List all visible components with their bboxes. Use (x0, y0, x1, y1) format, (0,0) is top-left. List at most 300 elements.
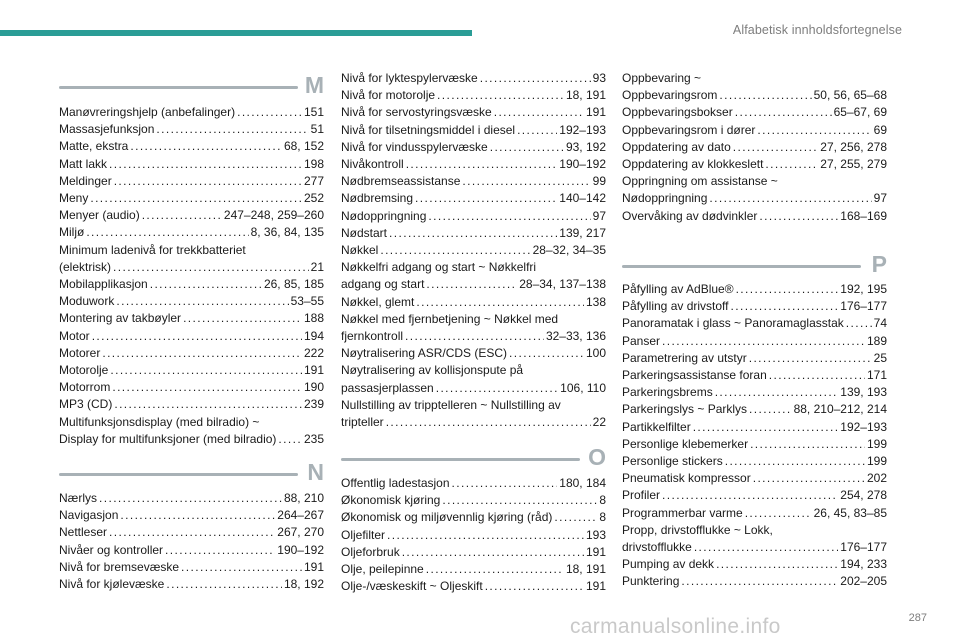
index-entry-line (59, 293, 324, 310)
dot-leader (112, 379, 302, 396)
entry-term: Oppbevaringsbokser (622, 105, 733, 120)
index-entry (59, 104, 324, 121)
entry-term: Manøvreringshjelp (anbefalinger) (59, 105, 236, 119)
index-entry-line (622, 70, 887, 87)
dot-leader (517, 122, 557, 139)
index-entry (341, 190, 606, 207)
index-entry (341, 509, 606, 526)
index-entry (59, 156, 324, 173)
index-entry (59, 328, 324, 345)
dot-leader (731, 298, 839, 315)
index-entry-line (622, 281, 887, 298)
index-entry-line (341, 544, 606, 561)
entry-term: fjernkontroll (341, 329, 404, 344)
entry-page-ref: 93 (592, 71, 606, 85)
entry-term: Påfylling av AdBlue® (622, 282, 734, 296)
index-entry (59, 345, 324, 362)
dot-leader (380, 242, 530, 259)
entry-term: Matt lakk (59, 156, 108, 171)
page-number: 287 (908, 612, 927, 624)
entry-page-ref: 252 (303, 191, 324, 206)
entry-term: Punktering (622, 574, 680, 589)
entry-term: Profiler (622, 488, 661, 503)
index-entry (341, 242, 606, 259)
index-entry (59, 542, 324, 559)
entry-term: Oljeforbruk (341, 544, 400, 559)
index-entry (341, 294, 606, 311)
index-entry (341, 544, 606, 561)
section-entries-p (622, 281, 887, 591)
entry-term: Nøkkelfri adgang og start ~ Nøkkelfri (341, 260, 537, 275)
entry-term: Oppbevaringsrom i dører (622, 122, 756, 137)
entry-page-ref: 18, 191 (565, 562, 606, 577)
index-entry-line (341, 276, 606, 293)
entry-term: Programmerbar varme (622, 505, 743, 520)
entry-page-ref: 176–177 (840, 299, 887, 314)
dot-leader (462, 173, 590, 190)
dot-leader (749, 401, 792, 418)
entry-term: Motorolje (59, 363, 109, 378)
dot-leader (156, 121, 308, 138)
entry-page-ref: 194 (303, 328, 324, 343)
dot-leader (426, 276, 517, 293)
entry-term: Nivåer og kontroller (59, 542, 164, 557)
index-entry-line (341, 259, 606, 276)
section-entries-o-cont (622, 70, 887, 225)
entry-term: Nøkkel, glemt (341, 294, 415, 309)
index-entry-line (622, 539, 887, 556)
index-entry-line (341, 104, 606, 121)
dot-leader (442, 492, 597, 509)
section-heading-p (622, 250, 887, 280)
dot-leader (183, 310, 302, 327)
entry-term: drivstofflukke (622, 540, 692, 555)
index-entry-line (59, 104, 324, 121)
entry-page-ref: 188 (303, 311, 324, 326)
entry-term: Meny (59, 191, 89, 206)
entry-page-ref: 139, 217 (559, 225, 606, 240)
dot-leader (735, 104, 832, 121)
section-entries-o (341, 475, 606, 595)
index-entry (59, 524, 324, 541)
entry-term: Montering av takbøyler (59, 311, 182, 326)
dot-leader (165, 542, 275, 559)
index-entry-line (622, 333, 887, 350)
dot-leader (715, 384, 839, 401)
index-entry-line (59, 207, 324, 224)
index-entry-line (622, 419, 887, 436)
index-entry-line (622, 190, 887, 207)
index-entry-line (341, 397, 606, 414)
index-entry (622, 139, 887, 156)
index-entry (341, 87, 606, 104)
dot-leader (92, 328, 302, 345)
index-entry (59, 224, 324, 241)
dot-leader (750, 436, 865, 453)
index-entry-line (59, 328, 324, 345)
section-entries-m (59, 104, 324, 448)
section-entries-n-cont (341, 70, 606, 431)
entry-term: Nøytralisering ASR/CDS (ESC) (341, 346, 508, 361)
entry-page-ref: 191 (585, 579, 606, 594)
index-entry-line (341, 242, 606, 259)
index-entry-line (59, 276, 324, 293)
index-entry (341, 225, 606, 242)
index-entry (59, 121, 324, 138)
entry-page-ref: 235 (303, 431, 324, 446)
dot-leader (662, 333, 865, 350)
entry-term: Parkeringslys ~ Parklys (622, 402, 748, 417)
section-heading-o (341, 443, 606, 473)
entry-page-ref: 27, 256, 278 (820, 139, 887, 154)
header-accent-bar (0, 30, 472, 36)
entry-term: passasjerplassen (341, 380, 434, 395)
entry-term: (elektrisk) (59, 259, 112, 274)
index-entry (622, 315, 887, 332)
entry-page-ref: 28–34, 137–138 (519, 277, 606, 292)
dot-leader (416, 294, 584, 311)
entry-term: Moduwork (59, 294, 115, 309)
index-entry-line (59, 490, 324, 507)
dot-leader (725, 453, 865, 470)
dot-leader (99, 490, 282, 507)
entry-page-ref: 18, 192 (283, 577, 324, 592)
entry-page-ref: 222 (303, 345, 324, 360)
index-entry-line (59, 362, 324, 379)
entry-page-ref: 264–267 (277, 508, 324, 523)
index-entry (622, 281, 887, 298)
index-entry (622, 350, 887, 367)
index-entry (622, 298, 887, 315)
entry-page-ref: 8 (599, 493, 606, 508)
dot-leader (114, 396, 302, 413)
index-entry-line (622, 298, 887, 315)
entry-term: adgang og start (341, 277, 425, 292)
index-entry-line (341, 362, 606, 379)
entry-term: Minimum ladenivå for trekkbatteriet (59, 242, 246, 257)
dot-leader (719, 87, 811, 104)
dot-leader (765, 156, 818, 173)
index-entry-line (59, 121, 324, 138)
index-entry-line (622, 505, 887, 522)
entry-page-ref: 18, 191 (565, 88, 606, 103)
dot-leader (415, 190, 557, 207)
dot-leader (694, 539, 838, 556)
dot-leader (114, 173, 302, 190)
index-entry (59, 293, 324, 310)
index-entry (59, 559, 324, 576)
index-entry (341, 397, 606, 431)
entry-term: Nødoppringning (341, 208, 427, 223)
index-entry (59, 190, 324, 207)
index-entry-line (341, 311, 606, 328)
index-entry (341, 578, 606, 595)
entry-page-ref: 199 (866, 454, 887, 469)
entry-page-ref: 239 (303, 397, 324, 412)
dot-leader (494, 104, 584, 121)
index-entry (341, 173, 606, 190)
entry-term: Overvåking av dødvinkler (622, 208, 758, 223)
index-entry-line (341, 225, 606, 242)
index-entry-line (622, 208, 887, 225)
entry-page-ref: 106, 110 (560, 380, 606, 395)
dot-leader (237, 104, 302, 121)
index-entry (341, 208, 606, 225)
dot-leader (733, 139, 819, 156)
index-entry-line (622, 401, 887, 418)
entry-page-ref: 99 (592, 174, 606, 189)
index-entry (341, 259, 606, 293)
index-entry-line (341, 345, 606, 362)
index-entry (341, 527, 606, 544)
index-entry (59, 576, 324, 593)
index-entry-line (622, 453, 887, 470)
index-entry (341, 345, 606, 362)
index-entry-line (59, 431, 324, 448)
entry-page-ref: 88, 210 (283, 491, 324, 505)
entry-page-ref: 254, 278 (840, 488, 887, 503)
index-entry-line (622, 367, 887, 384)
index-entry (59, 310, 324, 327)
entry-page-ref: 247–248, 259–260 (223, 208, 324, 223)
entry-page-ref: 22 (592, 415, 606, 430)
index-entry (622, 122, 887, 139)
section-letter: M (304, 72, 324, 98)
entry-term: Oppbevaring ~ (622, 71, 702, 85)
index-entry-line (341, 122, 606, 139)
entry-page-ref: 192–193 (559, 122, 606, 137)
index-entry (622, 401, 887, 418)
index-entry (59, 362, 324, 379)
section-letter: O (588, 444, 606, 470)
index-entry-line (59, 259, 324, 276)
dot-leader (757, 122, 871, 139)
entry-term: Påfylling av drivstoff (622, 299, 729, 314)
entry-page-ref: 192, 195 (840, 282, 887, 296)
index-entry (622, 505, 887, 522)
dot-leader (709, 190, 871, 207)
index-entry-line (59, 224, 324, 241)
dot-leader (109, 156, 302, 173)
index-entry (59, 396, 324, 413)
dot-leader (406, 156, 558, 173)
dot-leader (142, 207, 222, 224)
dot-leader (490, 139, 564, 156)
entry-page-ref: 21 (310, 259, 324, 274)
entry-page-ref: 202 (866, 471, 887, 486)
index-entry (59, 276, 324, 293)
entry-term: Nivå for motorolje (341, 88, 436, 103)
section-divider (341, 458, 580, 461)
entry-term: Nøkkel (341, 243, 379, 258)
entry-term: Oljefilter (341, 527, 386, 542)
section-letter: P (871, 251, 887, 277)
section-entries-n (59, 490, 324, 593)
index-entry-line (341, 208, 606, 225)
entry-term: Menyer (audio) (59, 208, 140, 223)
index-entry-line (341, 492, 606, 509)
entry-term: Parametrering av utstyr (622, 350, 747, 365)
entry-term: Olje-/væskeskift ~ Oljeskift (341, 579, 483, 594)
entry-term: Parkeringsbrems (622, 385, 713, 400)
entry-page-ref: 202–205 (840, 574, 887, 589)
dot-leader (387, 527, 584, 544)
dot-leader (405, 328, 544, 345)
entry-page-ref: 171 (866, 368, 887, 383)
entry-page-ref: 190–192 (559, 157, 606, 172)
index-entry (59, 207, 324, 224)
dot-leader (130, 138, 282, 155)
entry-term: Partikkelfilter (622, 419, 691, 434)
dot-leader (485, 578, 584, 595)
entry-page-ref: 27, 255, 279 (820, 157, 887, 172)
entry-page-ref: 191 (585, 105, 606, 120)
index-entry (341, 70, 606, 87)
entry-term: Motorer (59, 345, 101, 360)
entry-page-ref: 190–192 (277, 542, 324, 557)
entry-page-ref: 190 (303, 380, 324, 395)
index-entry (341, 104, 606, 121)
index-entry-line (622, 315, 887, 332)
entry-term: MP3 (CD) (59, 397, 113, 412)
entry-term: Oppbevaringsrom (622, 88, 718, 103)
dot-leader (452, 475, 558, 492)
entry-term: Miljø (59, 225, 85, 240)
section-divider (622, 265, 861, 268)
entry-page-ref: 26, 85, 185 (263, 277, 324, 292)
entry-term: Olje, peilepinne (341, 562, 424, 577)
index-entry (59, 242, 324, 276)
index-entry-line (622, 104, 887, 121)
index-entry (622, 522, 887, 556)
index-entry (59, 490, 324, 507)
index-entry-line (341, 139, 606, 156)
dot-leader (428, 208, 590, 225)
entry-term: Nøkkel med fjernbetjening ~ Nøkkel med (341, 311, 559, 326)
dot-leader (426, 561, 564, 578)
index-entry-line (341, 87, 606, 104)
entry-term: Propp, drivstofflukke ~ Lokk, (622, 522, 773, 537)
section-divider (59, 473, 298, 476)
index-entry-line (59, 310, 324, 327)
dot-leader (662, 487, 838, 504)
dot-leader (166, 576, 282, 593)
index-entry (59, 414, 324, 448)
dot-leader (745, 505, 812, 522)
entry-term: Motor (59, 328, 90, 343)
dot-leader (769, 367, 865, 384)
dot-leader (113, 259, 309, 276)
index-entry (622, 573, 887, 590)
index-entry-line (622, 350, 887, 367)
index-entry-line (59, 542, 324, 559)
entry-page-ref: 53–55 (290, 294, 324, 309)
entry-term: Økonomisk kjøring (341, 493, 441, 508)
entry-page-ref: 50, 56, 65–68 (813, 88, 887, 103)
entry-term: Nettleser (59, 525, 108, 540)
index-entry-line (622, 156, 887, 173)
index-entry-line (341, 578, 606, 595)
index-entry (622, 453, 887, 470)
entry-term: Panoramatak i glass ~ Panoramaglasstak (622, 316, 844, 331)
section-letter: N (307, 459, 324, 485)
dot-leader (693, 419, 839, 436)
entry-term: Offentlig ladestasjon (341, 476, 450, 490)
entry-page-ref: 168–169 (840, 208, 887, 223)
entry-term: Massasjefunksjon (59, 122, 155, 137)
entry-page-ref: 8, 36, 84, 135 (250, 225, 324, 240)
dot-leader (753, 470, 865, 487)
index-entry (622, 556, 887, 573)
index-entry-line (59, 379, 324, 396)
index-entry-line (622, 470, 887, 487)
entry-page-ref: 8 (599, 510, 606, 525)
dot-leader (509, 345, 584, 362)
dot-leader (278, 431, 302, 448)
index-entry-line (622, 556, 887, 573)
entry-term: Nivå for servostyringsvæske (341, 105, 492, 120)
dot-leader (480, 70, 591, 87)
entry-term: Nærlys (59, 491, 97, 505)
index-entry (622, 208, 887, 225)
index-entry-line (341, 70, 606, 87)
dot-leader (554, 509, 597, 526)
entry-term: Oppringning om assistanse ~ (622, 174, 778, 189)
index-entry-line (622, 122, 887, 139)
entry-page-ref: 88, 210–212, 214 (793, 402, 887, 417)
index-entry-line (59, 345, 324, 362)
index-entry-line (59, 173, 324, 190)
index-entry-line (622, 436, 887, 453)
index-entry-line (622, 87, 887, 104)
entry-term: Nivå for lyktespylervæske (341, 71, 478, 85)
entry-page-ref: 28–32, 34–35 (532, 243, 606, 258)
entry-term: Personlige klebemerker (622, 436, 749, 451)
entry-term: Nivå for vindusspylervæske (341, 139, 488, 154)
dot-leader (389, 225, 557, 242)
dot-leader (436, 380, 558, 397)
index-entry-line (59, 524, 324, 541)
index-entry-line (341, 328, 606, 345)
dot-leader (846, 315, 872, 332)
index-entry-line (59, 156, 324, 173)
index-entry-line (622, 384, 887, 401)
index-entry-line (341, 173, 606, 190)
entry-page-ref: 277 (303, 173, 324, 188)
index-entry (341, 561, 606, 578)
entry-page-ref: 180, 184 (559, 476, 606, 490)
index-entry-line (59, 190, 324, 207)
entry-page-ref: 138 (585, 294, 606, 309)
entry-term: Panser (622, 333, 661, 348)
dot-leader (150, 276, 262, 293)
dot-leader (120, 507, 275, 524)
watermark: carmanualsonline.info (570, 615, 781, 638)
dot-leader (749, 350, 872, 367)
entry-page-ref: 140–142 (559, 191, 606, 206)
index-entry-line (59, 242, 324, 259)
index-entry-line (622, 487, 887, 504)
entry-page-ref: 191 (303, 363, 324, 378)
index-entry-line (341, 294, 606, 311)
index-entry (622, 333, 887, 350)
entry-term: Nivåkontroll (341, 157, 404, 172)
dot-leader (759, 208, 838, 225)
entry-page-ref: 68, 152 (283, 139, 324, 154)
entry-term: Nødstart (341, 225, 388, 240)
index-entry (341, 311, 606, 345)
entry-term: Mobilapplikasjon (59, 277, 148, 292)
